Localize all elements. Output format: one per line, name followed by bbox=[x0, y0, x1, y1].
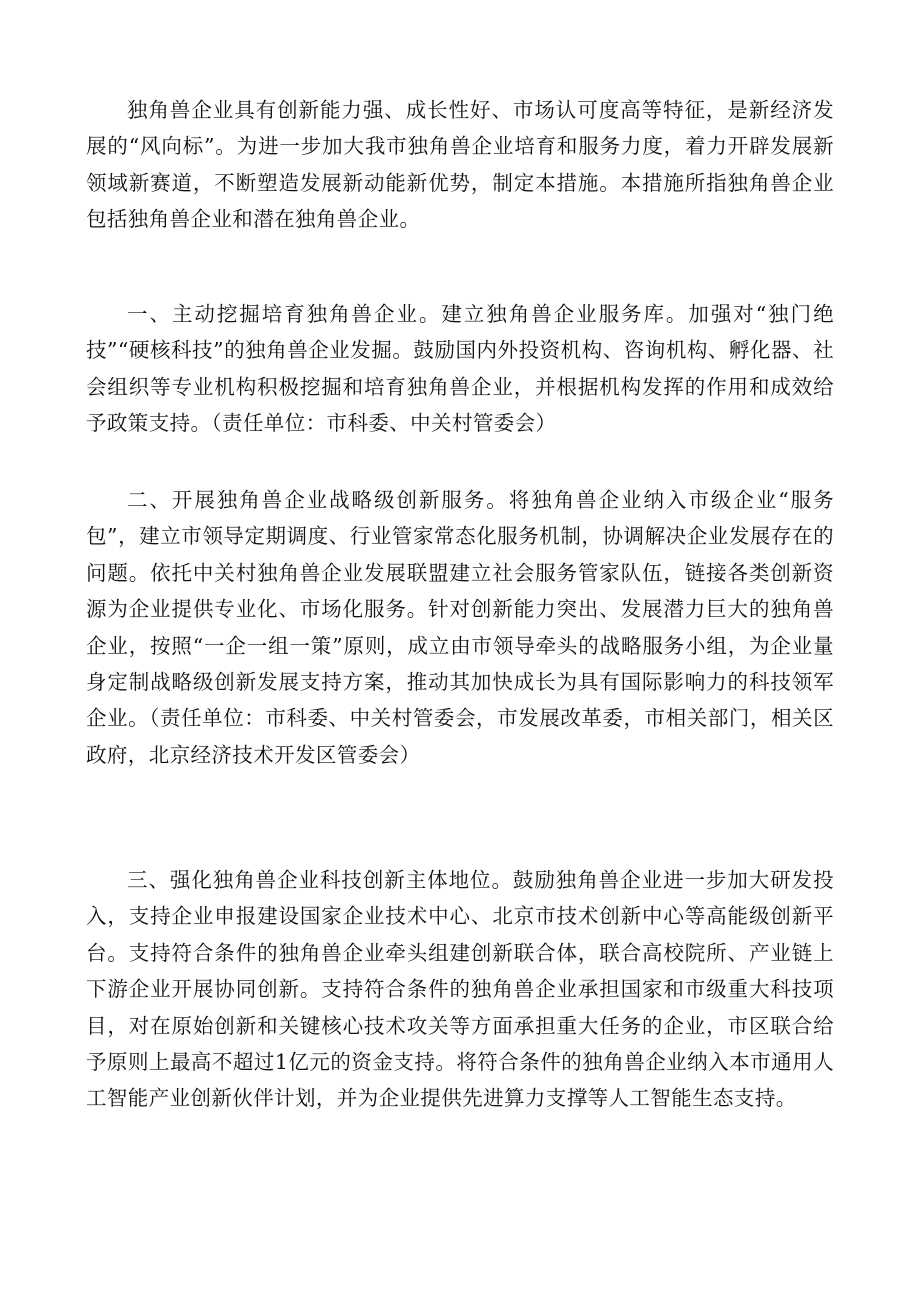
intro-paragraph: 独角兽企业具有创新能力强、成长性好、市场认可度高等特征，是新经济发展的“风向标”。为进一步加大我市独角兽企业培育和服务力度，着力开辟发展新领域新赛道，不断塑造发展新动能新优势，制定本措施。本措施所指独角兽企业包括独角兽企业和潜在独角兽企业。 bbox=[86, 98, 834, 232]
section-two-paragraph: 二、开展独角兽企业战略级创新服务。将独角兽企业纳入市级企业“服务包”，建立市领导定期调度、行业管家常态化服务机制，协调解决企业发展存在的问题。依托中关村独角兽企业发展联盟建立社会服务管家队伍，链接各类创新资源为企业提供专业化、市场化服务。针对创新能力突出、发展潜力巨大的独角兽企业，按照“一企一组一策”原则，成立由市领导牵头的战略服务小组，为企业量身定制战略级创新发展支持方案，推动其加快成长为具有国际影响力的科技领军企业。（责任单位：市科委、中关村管委会，市发展改革委，市相关部门，相关区政府，北京经济技术开发区管委会） bbox=[86, 488, 834, 767]
section-three-paragraph: 三、强化独角兽企业科技创新主体地位。鼓励独角兽企业进一步加大研发投入，支持企业申报建设国家企业技术中心、北京市技术创新中心等高能级创新平台。支持符合条件的独角兽企业牵头组建创新联合体，联合高校院所、产业链上下游企业开展协同创新。支持符合条件的独角兽企业承担国家和市级重大科技项目，对在原始创新和关键核心技术攻关等方面承担重大任务的企业，市区联合给予原则上最高不超过1亿元的资金支持。将符合条件的独角兽企业纳入本市通用人工智能产业创新伙伴计划，并为企业提供先进算力支撑等人工智能生态支持。 bbox=[86, 868, 834, 1111]
section-one-paragraph: 一、主动挖掘培育独角兽企业。建立独角兽企业服务库。加强对“独门绝技”“硬核科技”的独角兽企业发掘。鼓励国内外投资机构、咨询机构、孵化器、社会组织等专业机构积极挖掘和培育独角兽企业，并根据机构发挥的作用和成效给予政策支持。（责任单位：市科委、中关村管委会） bbox=[86, 302, 834, 436]
